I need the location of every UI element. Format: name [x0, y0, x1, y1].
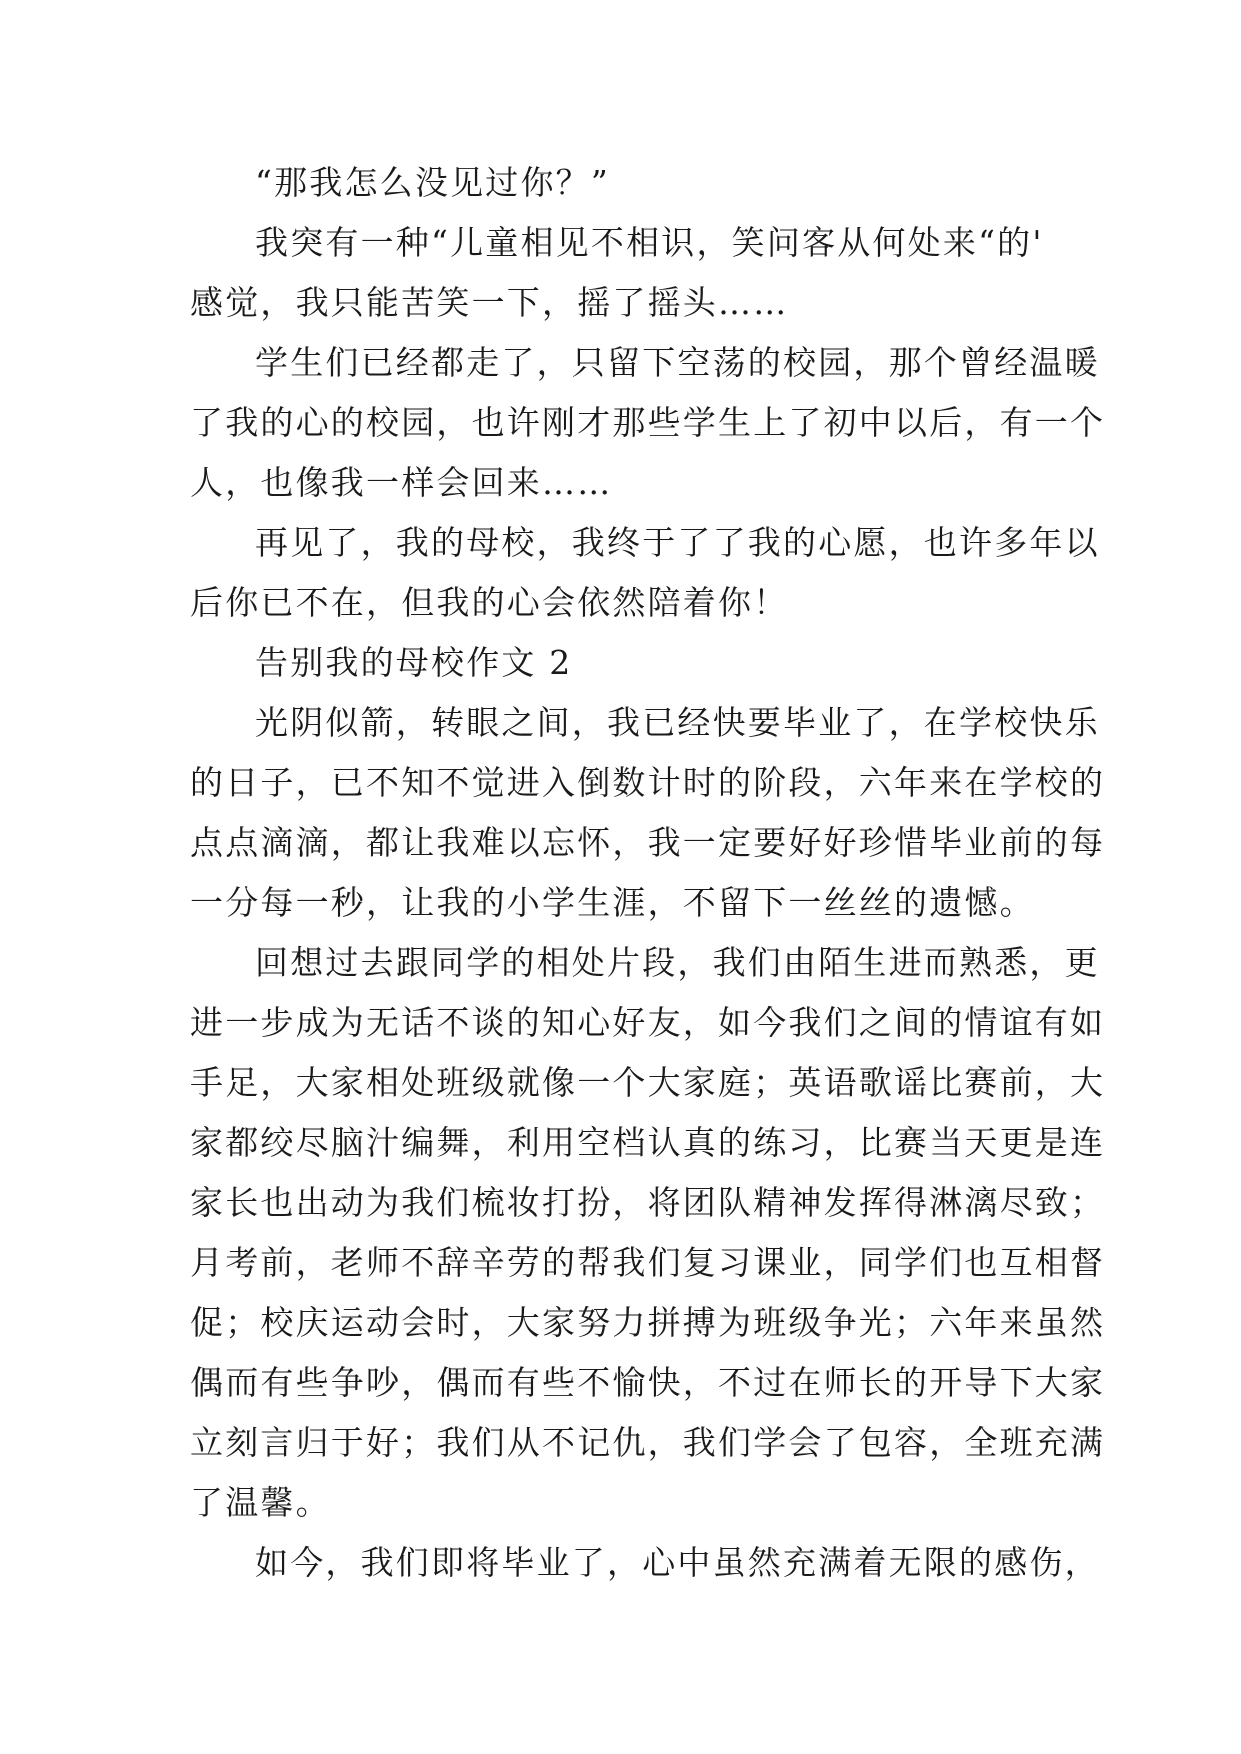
text-line-18: 家长也出动为我们梳妆打扮，将团队精神发挥得淋漓尽致；: [190, 1183, 1106, 1222]
text-line-19: 月考前，老师不辞辛劳的帮我们复习课业，同学们也互相督: [190, 1243, 1106, 1282]
text-line-23: 了温馨。: [190, 1483, 331, 1522]
text-line-12: 点点滴滴，都让我难以忘怀，我一定要好好珍惜毕业前的每: [190, 823, 1106, 862]
text-line-13: 一分每一秒，让我的小学生涯，不留下一丝丝的遗憾。: [190, 883, 1035, 922]
text-line-3: 感觉，我只能苦笑一下，摇了摇头……: [190, 283, 789, 322]
text-line-11: 的日子，已不知不觉进入倒数计时的阶段，六年来在学校的: [190, 763, 1106, 802]
text-line-22: 立刻言归于好；我们从不记仇，我们学会了包容，全班充满: [190, 1423, 1106, 1462]
text-line-2: 我突有一种“儿童相见不相识，笑问客从何处来“的': [255, 223, 1044, 262]
text-line-16: 手足，大家相处班级就像一个大家庭；英语歌谣比赛前，大: [190, 1063, 1106, 1102]
text-line-5: 了我的心的校园，也许刚才那些学生上了初中以后，有一个: [190, 403, 1106, 442]
text-line-21: 偶而有些争吵，偶而有些不愉快，不过在师长的开导下大家: [190, 1363, 1106, 1402]
text-line-20: 促；校庆运动会时，大家努力拼搏为班级争光；六年来虽然: [190, 1303, 1106, 1342]
text-line-17: 家都绞尽脑汁编舞，利用空档认真的练习，比赛当天更是连: [190, 1123, 1106, 1162]
text-line-24: 如今，我们即将毕业了，心中虽然充满着无限的感伤，: [255, 1543, 1100, 1582]
text-line-6: 人，也像我一样会回来……: [190, 463, 613, 502]
text-line-1: “那我怎么没见过你？”: [255, 163, 610, 202]
text-line-7: 再见了，我的母校，我终于了了我的心愿，也许多年以: [255, 523, 1100, 562]
section-heading: 告别我的母校作文 2: [255, 643, 573, 682]
text-line-15: 进一步成为无话不谈的知心好友，如今我们之间的情谊有如: [190, 1003, 1106, 1042]
text-line-8: 后你已不在，但我的心会依然陪着你！: [190, 583, 789, 622]
text-line-14: 回想过去跟同学的相处片段，我们由陌生进而熟悉，更: [255, 943, 1100, 982]
text-line-10: 光阴似箭，转眼之间，我已经快要毕业了，在学校快乐: [255, 703, 1100, 742]
text-line-4: 学生们已经都走了，只留下空荡的校园，那个曾经温暖: [255, 343, 1100, 382]
